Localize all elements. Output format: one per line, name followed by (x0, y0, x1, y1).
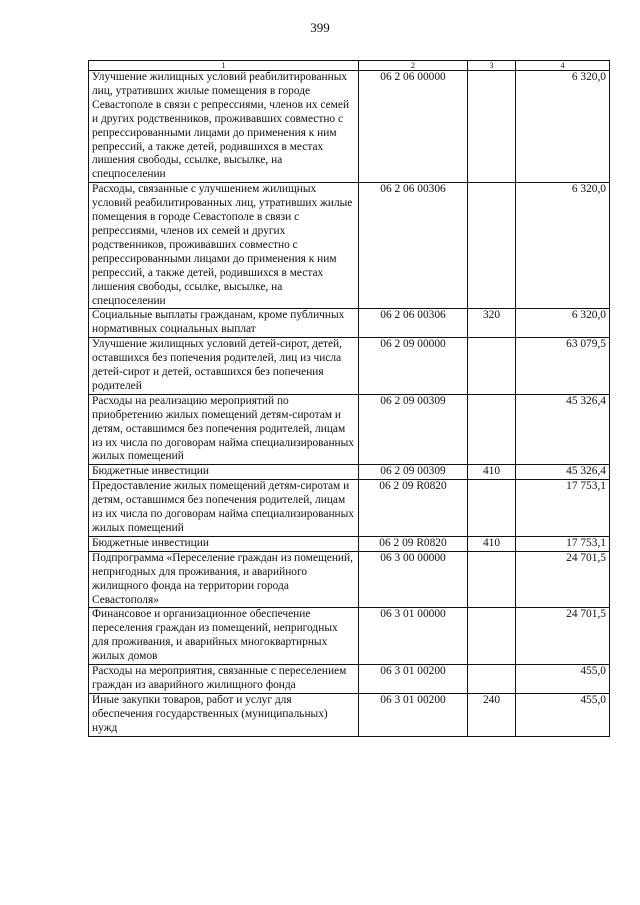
column-number: 4 (516, 61, 610, 71)
row-type-cell (468, 665, 516, 694)
row-name-cell: Расходы на реализацию мероприятий по приобретению жилых помещений детям-сиротам и детям, оставшимся без попечения родителей, лицам из их числа по договорам найма специализированных жилых помещений (89, 394, 359, 465)
row-type-cell: 320 (468, 309, 516, 338)
row-type-cell (468, 480, 516, 537)
row-code-cell: 06 2 06 00306 (359, 183, 468, 309)
row-code-cell: 06 3 01 00200 (359, 665, 468, 694)
row-code-cell: 06 2 09 00309 (359, 465, 468, 480)
row-name-cell: Улучшение жилищных условий детей-сирот, детей, оставшихся без попечения родителей, лиц из числа детей-сирот и детей, оставшихся без попечения родителей (89, 338, 359, 395)
row-sum-cell: 455,0 (516, 693, 610, 736)
row-sum-cell: 45 326,4 (516, 394, 610, 465)
row-code-cell: 06 2 09 00000 (359, 338, 468, 395)
row-sum-cell: 24 701,5 (516, 551, 610, 608)
row-code-cell: 06 2 06 00000 (359, 71, 468, 183)
row-name-cell: Финансовое и организационное обеспечение переселения граждан из помещений, непригодных для проживания, и аварийных многоквартирных жилых домов (89, 608, 359, 665)
row-code-cell: 06 3 01 00200 (359, 693, 468, 736)
row-type-cell: 410 (468, 465, 516, 480)
table-row (89, 693, 610, 736)
row-name-cell: Предоставление жилых помещений детям-сиротам и детям, оставшимся без попечения родителей, лицам из их числа по договорам найма специализированных жилых помещений (89, 480, 359, 537)
row-sum-cell: 6 320,0 (516, 183, 610, 309)
budget-table (88, 60, 610, 737)
row-name-cell: Иные закупки товаров, работ и услуг для обеспечения государственных (муниципальных) нужд (89, 693, 359, 736)
table-row (89, 665, 610, 694)
row-code-cell: 06 2 09 R0820 (359, 480, 468, 537)
row-name-cell: Бюджетные инвестиции (89, 536, 359, 551)
table-row (89, 338, 610, 395)
row-type-cell (468, 183, 516, 309)
column-number-row (89, 61, 610, 71)
row-sum-cell: 45 326,4 (516, 465, 610, 480)
row-name-cell: Бюджетные инвестиции (89, 465, 359, 480)
row-sum-cell: 6 320,0 (516, 309, 610, 338)
row-name-cell: Социальные выплаты гражданам, кроме публичных нормативных социальных выплат (89, 309, 359, 338)
table-row (89, 480, 610, 537)
row-name-cell: Подпрограмма «Переселение граждан из помещений, непригодных для проживания, и аварийного жилищного фонда на территории города Севастополя» (89, 551, 359, 608)
row-sum-cell: 63 079,5 (516, 338, 610, 395)
row-code-cell: 06 3 00 00000 (359, 551, 468, 608)
row-type-cell (468, 551, 516, 608)
column-number: 3 (468, 61, 516, 71)
table-row (89, 394, 610, 465)
table-row (89, 465, 610, 480)
row-sum-cell: 24 701,5 (516, 608, 610, 665)
row-type-cell (468, 394, 516, 465)
column-number: 2 (359, 61, 468, 71)
page-number: 399 (310, 20, 330, 35)
table-row (89, 608, 610, 665)
row-name-cell: Улучшение жилищных условий реабилитированных лиц, утративших жилые помещения в городе Севастополе в связи с репрессиями, членов их семей и других родственников, проживавших совместно с репрессированными лицами до применения к ним репрессий, а также детей, родившихся в местах лишения свободы, ссылке, высылке, на спецпоселении (89, 71, 359, 183)
row-sum-cell: 17 753,1 (516, 536, 610, 551)
row-code-cell: 06 2 09 R0820 (359, 536, 468, 551)
row-type-cell: 240 (468, 693, 516, 736)
table-row (89, 309, 610, 338)
row-sum-cell: 17 753,1 (516, 480, 610, 537)
row-type-cell: 410 (468, 536, 516, 551)
table-row (89, 71, 610, 183)
column-number: 1 (89, 61, 359, 71)
row-type-cell (468, 338, 516, 395)
row-name-cell: Расходы, связанные с улучшением жилищных условий реабилитированных лиц, утративших жилые помещения в городе Севастополе в связи с репрессиями, членов их семей и других родственников, проживавших совместно с репрессированными лицами до применения к ним репрессий, а также детей, родившихся в местах лишения свободы, ссылке, высылке, на спецпоселении (89, 183, 359, 309)
row-code-cell: 06 2 06 00306 (359, 309, 468, 338)
table-row (89, 536, 610, 551)
row-name-cell: Расходы на мероприятия, связанные с переселением граждан из аварийного жилищного фонда (89, 665, 359, 694)
table-row (89, 183, 610, 309)
row-type-cell (468, 608, 516, 665)
row-code-cell: 06 3 01 00000 (359, 608, 468, 665)
table-row (89, 551, 610, 608)
row-type-cell (468, 71, 516, 183)
row-code-cell: 06 2 09 00309 (359, 394, 468, 465)
row-sum-cell: 6 320,0 (516, 71, 610, 183)
row-sum-cell: 455,0 (516, 665, 610, 694)
